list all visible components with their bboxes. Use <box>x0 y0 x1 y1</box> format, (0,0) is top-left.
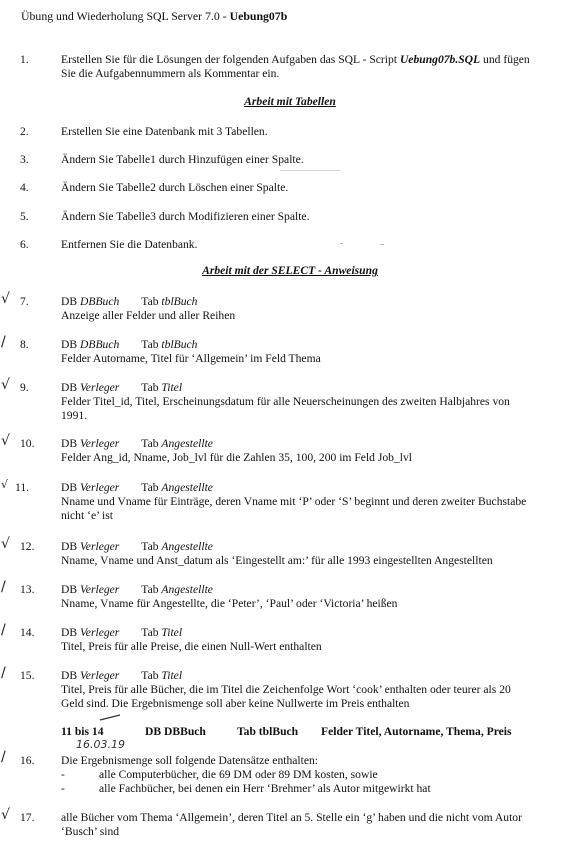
task-number-17: 17. <box>20 811 35 824</box>
db-name: Verleger <box>80 540 120 553</box>
task-9-line-1: Felder Titel_id, Titel, Erscheinungsdatum für alle Neuerscheinungen des zweiten Halbjahres von <box>61 395 510 408</box>
task-number-2: 2. <box>20 125 29 138</box>
scan-speck <box>280 170 340 171</box>
group-db: DB DBBuch <box>145 725 206 738</box>
task-number-5: 5. <box>20 210 29 223</box>
db-name: DBBuch <box>80 295 120 308</box>
db-label: DB <box>61 583 78 596</box>
task-number-1: 1. <box>20 53 29 66</box>
task-1-text-b: und fügen <box>480 53 530 66</box>
table-name: Angestellte <box>161 481 213 494</box>
task-14-meta <box>61 626 182 640</box>
db-label: DB <box>61 626 78 639</box>
task-16-intro: Die Ergebnismenge soll folgende Datensätze enthalten: <box>61 754 319 767</box>
task-11-line-2: nicht ‘e’ ist <box>61 509 113 522</box>
task-1-text-a: Erstellen Sie für die Lösungen der folgenden Aufgaben das SQL - Script <box>61 53 400 66</box>
task-16-bullet-1 <box>61 768 378 782</box>
db-name: Verleger <box>80 437 120 450</box>
bullet-text: alle Computerbücher, die 69 DM oder 89 DM kosten, sowie <box>99 768 378 781</box>
table-name: Angestellte <box>161 437 213 450</box>
checkmark-icon: / <box>1 622 6 638</box>
task-number-9: 9. <box>20 381 29 394</box>
task-16-bullet-2 <box>61 782 431 796</box>
db-name: Verleger <box>80 669 120 682</box>
task-12-meta <box>61 540 213 554</box>
task-number-6: 6. <box>20 238 29 251</box>
task-2-text: Erstellen Sie eine Datenbank mit 3 Tabellen. <box>61 125 268 138</box>
db-label: DB <box>61 381 78 394</box>
group-table: Tab tblBuch <box>237 725 299 738</box>
task-9-meta <box>61 381 182 395</box>
task-number-11: 11. <box>15 481 30 494</box>
table-name: Titel <box>161 381 183 394</box>
title-exercise-id: Uebung07b <box>229 9 288 23</box>
task-17-line-2: ‘Busch’ sind <box>61 825 120 838</box>
task-11-meta <box>61 481 213 495</box>
task-11-line-1: Nname und Vname für Einträge, deren Vname mit ‘P’ oder ‘S’ beginnt und deren zweiter Buchstabe <box>61 495 527 508</box>
title-text: Übung und Wiederholung SQL Server 7.0 - <box>21 9 230 23</box>
task-1-line-2: Sie die Aufgabennummern als Kommentar ein. <box>61 67 280 80</box>
task-7-text: Anzeige aller Felder und aller Reihen <box>61 309 236 322</box>
table-name: Titel <box>161 669 183 682</box>
bullet-text: alle Fachbücher, bei denen ein Herr ‘Brehmer’ als Autor mitgewirkt hat <box>99 782 431 795</box>
db-label: DB <box>61 338 78 351</box>
task-11-text <box>61 495 556 523</box>
task-number-4: 4. <box>20 181 29 194</box>
table-name: Titel <box>161 626 183 639</box>
scan-speck <box>340 243 343 244</box>
task-number-8: 8. <box>20 338 29 351</box>
db-name: Verleger <box>80 481 120 494</box>
group-fields: Felder Titel, Autorname, Thema, Preis <box>321 725 512 738</box>
group-range: 11 bis 14 <box>61 725 104 738</box>
db-name: Verleger <box>80 583 120 596</box>
task-13-text: Nname, Vname für Angestellte, die ‘Peter’, ‘Paul’ oder ‘Victoria’ heißen <box>61 597 398 610</box>
task-9-text <box>61 395 556 423</box>
task-15-line-2: Geld sind. Die Ergebnismenge soll aber keine Nullwerte im Preis enthalten <box>61 697 410 710</box>
table-name: Angestellte <box>161 540 213 553</box>
tab-label: Tab <box>141 583 159 596</box>
task-12-text: Nname, Vname und Anst_datum als ‘Eingestellt am:’ für alle 1993 eingestellten Angestellten <box>61 554 493 567</box>
db-label: DB <box>61 437 78 450</box>
task-13-meta <box>61 583 213 597</box>
tab-label: Tab <box>141 481 159 494</box>
task-8-meta <box>61 338 197 352</box>
task-number-16: 16. <box>20 754 35 767</box>
db-label: DB <box>61 295 78 308</box>
db-label: DB <box>61 540 78 553</box>
tab-label: Tab <box>141 540 159 553</box>
bullet-dash: - <box>61 768 65 781</box>
page-title <box>21 9 287 23</box>
task-3-text: Ändern Sie Tabelle1 durch Hinzufügen einer Spalte. <box>61 153 304 166</box>
tab-label: Tab <box>141 626 159 639</box>
handwritten-stroke-icon <box>98 714 122 722</box>
task-number-13: 13. <box>20 583 35 596</box>
task-10-meta <box>61 437 213 451</box>
bullet-dash: - <box>61 782 65 795</box>
checkmark-icon: √ <box>1 536 10 552</box>
task-number-3: 3. <box>20 153 29 166</box>
table-name: tblBuch <box>161 338 198 351</box>
table-name: tblBuch <box>161 295 198 308</box>
task-15-text <box>61 683 556 711</box>
table-name: Angestellte <box>161 583 213 596</box>
task-number-7: 7. <box>20 295 29 308</box>
checkmark-icon: / <box>1 749 6 765</box>
task-10-text: Felder Ang_id, Nname, Job_lvl für die Zahlen 35, 100, 200 im Feld Job_lvl <box>61 451 412 464</box>
db-name: DBBuch <box>80 338 120 351</box>
checkmark-icon: √ <box>1 433 10 449</box>
group-header <box>61 725 512 739</box>
task-4-text: Ändern Sie Tabelle2 durch Löschen einer Spalte. <box>61 181 289 194</box>
task-14-text: Titel, Preis für alle Preise, die einen Null-Wert enthalten <box>61 640 322 653</box>
task-number-12: 12. <box>20 540 35 553</box>
task-9-line-2: 1991. <box>61 409 88 422</box>
task-number-15: 15. <box>20 669 35 682</box>
script-name: Uebung07b.SQL <box>399 53 481 66</box>
task-17-line-1: alle Bücher vom Thema ‘Allgemein’, deren Titel an 5. Stelle ein ‘g’ haben und die nicht vom Autor <box>61 811 522 824</box>
section-heading-tables: Arbeit mit Tabellen <box>244 95 336 108</box>
scan-speck <box>380 244 384 245</box>
db-label: DB <box>61 481 78 494</box>
section-heading-select: Arbeit mit der SELECT - Anweisung <box>202 264 378 277</box>
task-8-text: Felder Autorname, Titel für ‘Allgemein’ im Feld Thema <box>61 352 321 365</box>
tab-label: Tab <box>141 669 159 682</box>
handwritten-note: 16.03.19 <box>76 738 125 751</box>
task-number-10: 10. <box>20 437 35 450</box>
tab-label: Tab <box>141 338 159 351</box>
checkmark-icon: / <box>1 665 6 681</box>
task-1-text <box>61 53 556 81</box>
db-name: Verleger <box>80 626 120 639</box>
checkmark-icon: √ <box>1 478 9 491</box>
tab-label: Tab <box>141 437 159 450</box>
db-name: Verleger <box>80 381 120 394</box>
task-7-meta <box>61 295 197 309</box>
checkmark-icon: √ <box>1 291 10 307</box>
tab-label: Tab <box>141 295 159 308</box>
checkmark-icon: / <box>1 334 6 350</box>
checkmark-icon: √ <box>1 807 10 823</box>
task-number-14: 14. <box>20 626 35 639</box>
tab-label: Tab <box>141 381 159 394</box>
task-5-text: Ändern Sie Tabelle3 durch Modifizieren einer Spalte. <box>61 210 310 223</box>
task-17-text <box>61 811 556 839</box>
db-label: DB <box>61 669 78 682</box>
checkmark-icon: √ <box>1 377 10 393</box>
task-15-meta <box>61 669 182 683</box>
task-6-text: Entfernen Sie die Datenbank. <box>61 238 198 251</box>
task-15-line-1: Titel, Preis für alle Bücher, die im Titel die Zeichenfolge Wort ‘cook’ enthalten oder teurer als 20 <box>61 683 511 696</box>
checkmark-icon: / <box>1 579 6 595</box>
